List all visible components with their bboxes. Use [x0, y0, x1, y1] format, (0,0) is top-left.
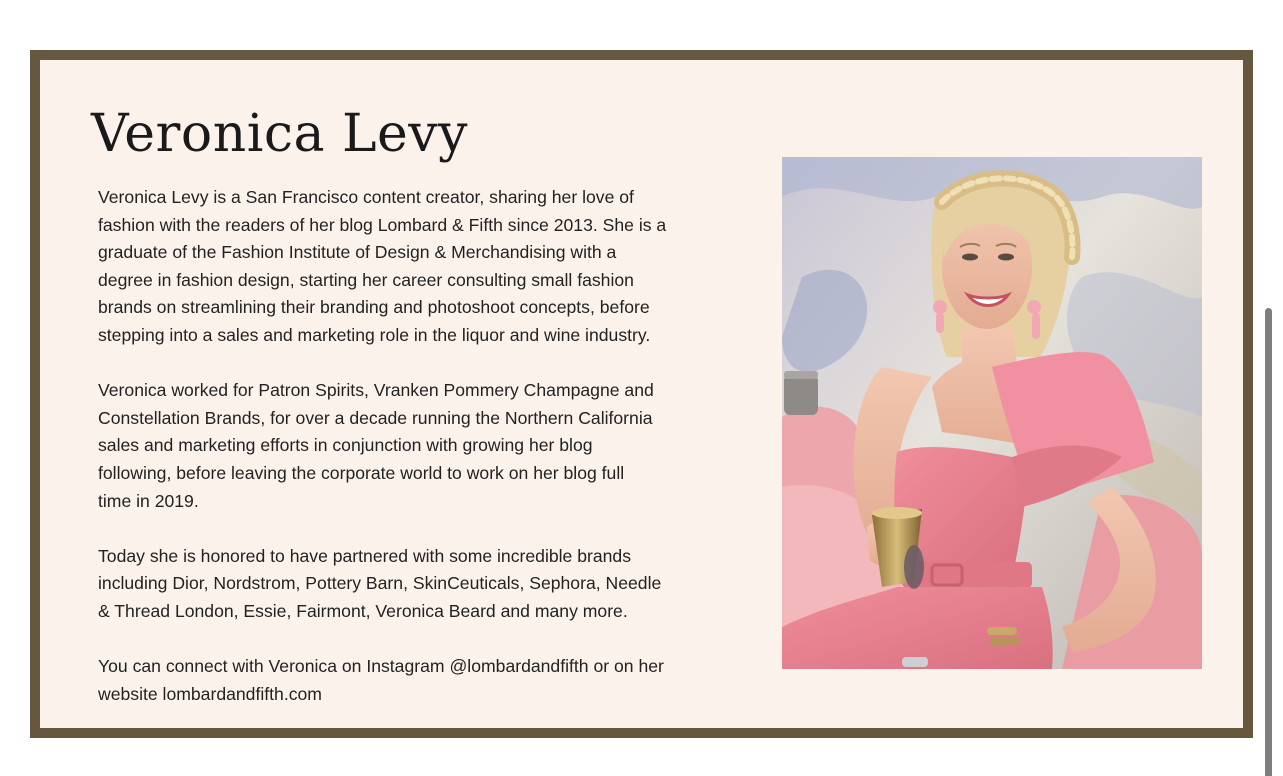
profile-frame [30, 50, 1253, 738]
bio-paragraph: Veronica Levy is a San Francisco content creator, sharing her love of fashion with the readers of her blog Lombard & Fifth since 2013. She is a graduate of the Fashion Institute of Design & Merchandising with a degree in fashion design, starting her career consulting small fashion brands on streamlining their branding and photoshoot concepts, before stepping into a sales and marketing role in the liquor and wine industry. [98, 187, 667, 345]
bio-paragraph: Veronica worked for Patron Spirits, Vranken Pommery Champagne and Constellation Brands, for over a decade running the Northern California sales and marketing efforts in conjunction with growing her blog following, before leaving the corporate world to work on her blog full time in 2019. [98, 380, 654, 511]
bio-paragraph: You can connect with Veronica on Instagram @lombardandfifth or on her website lombardandfifth.com [98, 656, 664, 704]
portrait-illustration [782, 157, 1202, 669]
profile-card [40, 60, 1243, 728]
bio-paragraph: Today she is honored to have partnered with some incredible brands including Dior, Nordstrom, Pottery Barn, SkinCeuticals, Sephora, Needle & Thread London, Essie, Fairmont, Veronica Beard and many more. [98, 545, 662, 621]
profile-photo [782, 157, 1202, 669]
profile-bio [98, 184, 763, 708]
vertical-scrollbar[interactable] [1265, 308, 1272, 776]
profile-name: Veronica Levy [91, 104, 469, 164]
